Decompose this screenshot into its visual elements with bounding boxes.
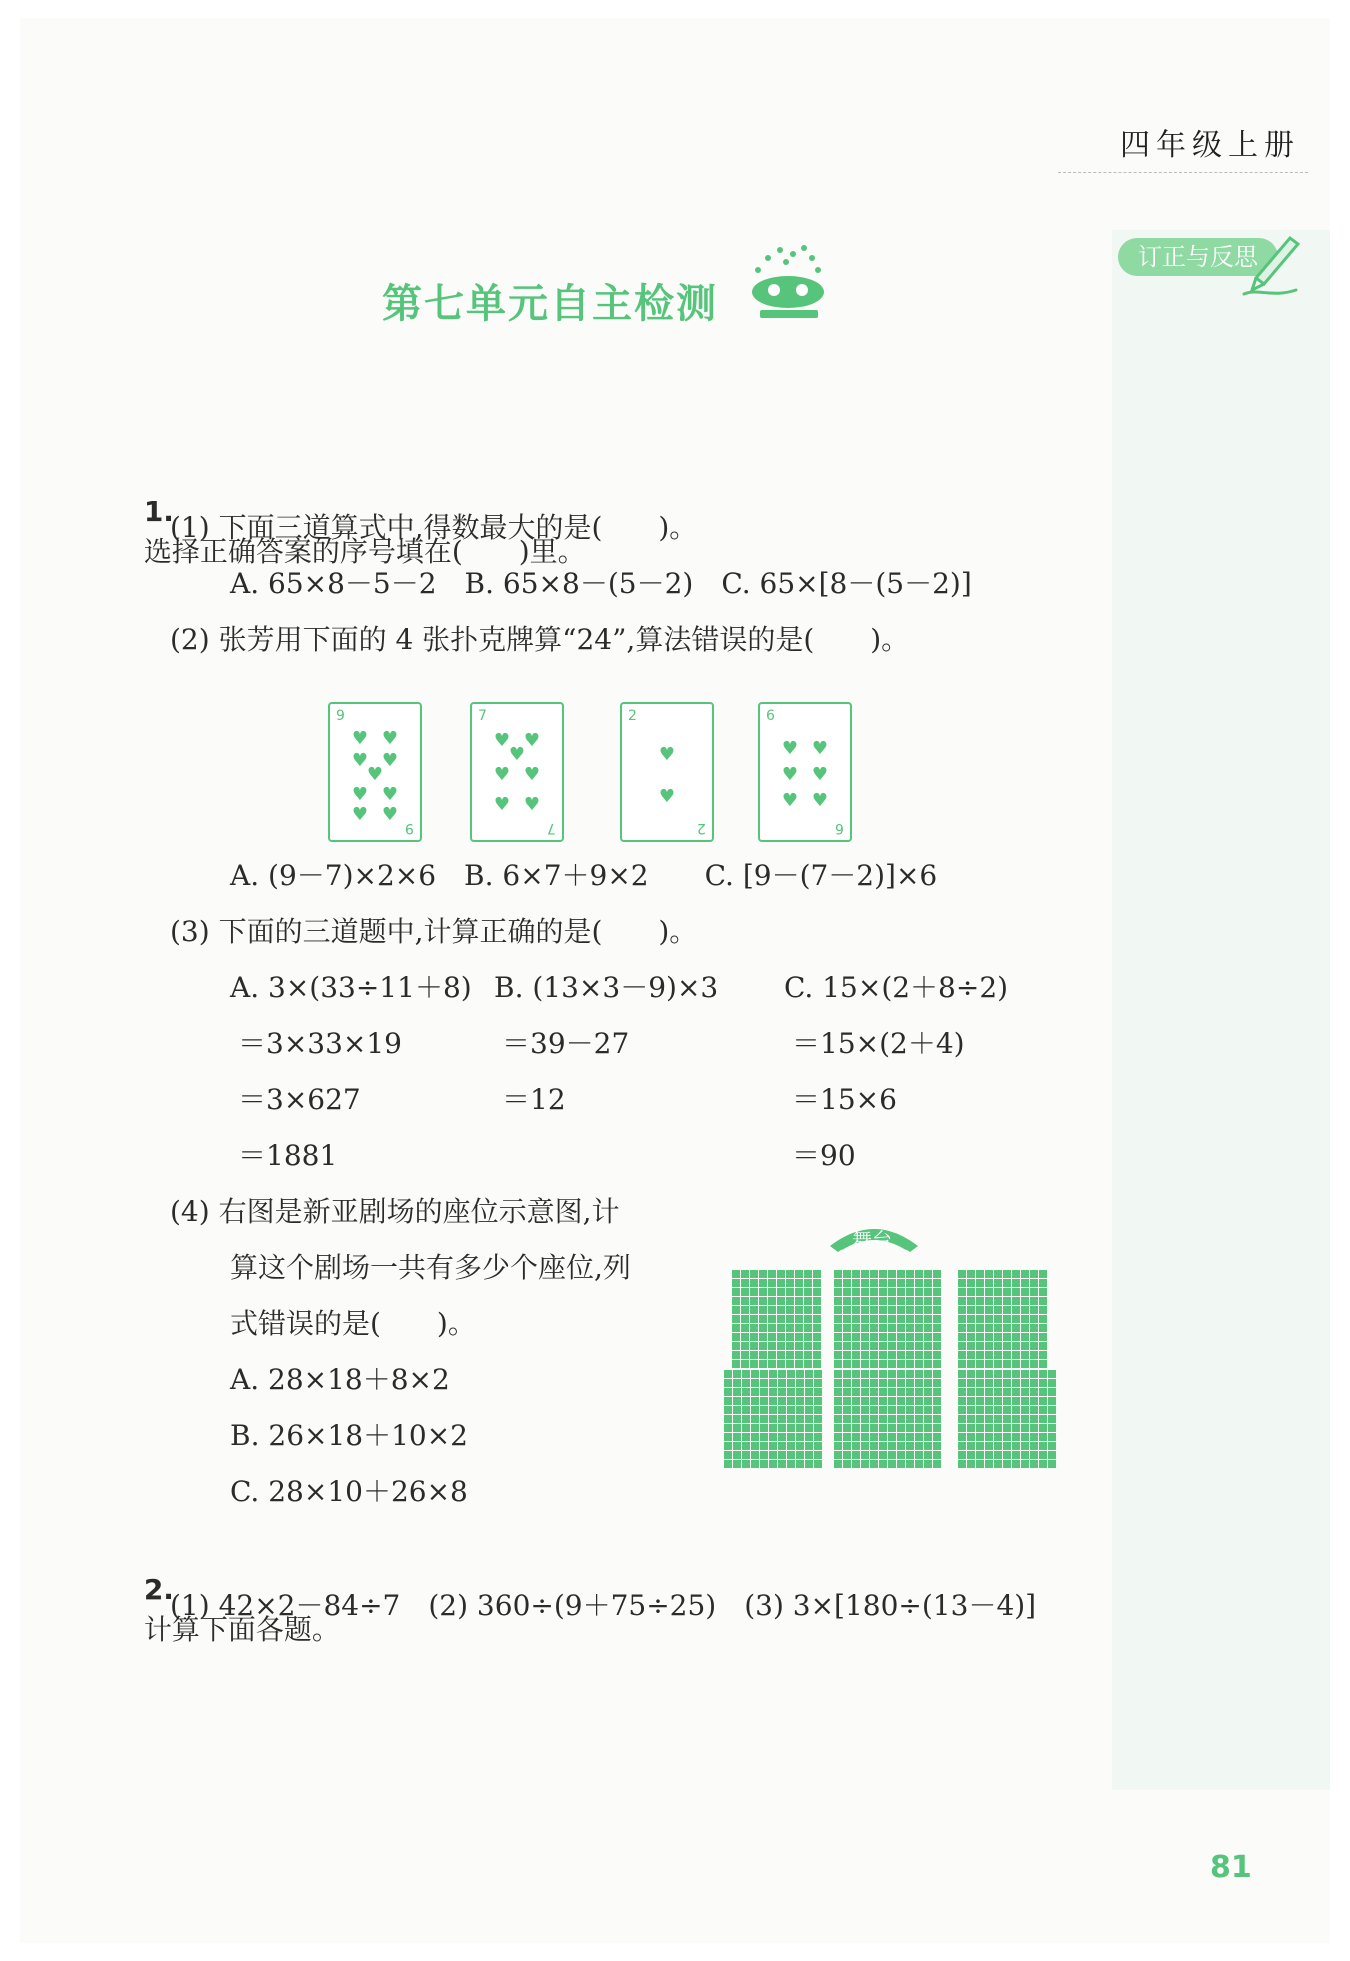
svg-text:♥: ♥ (351, 750, 369, 771)
card-rank: 6 (766, 708, 775, 724)
option-a-step: ＝3×33×19 (238, 1027, 402, 1060)
part-4-option: A. 28×18＋8×2 (230, 1363, 450, 1396)
svg-text:♥: ♥ (508, 744, 526, 765)
svg-text:♥: ♥ (381, 804, 399, 825)
question-stem: 选择正确答案的序号填在( )里。 (143, 535, 586, 568)
heart-icon (330, 704, 420, 840)
svg-text:♥: ♥ (781, 738, 799, 759)
option-c-step: C. 15×(2＋8÷2) (784, 971, 1009, 1004)
part-3-stem: (3) 下面的三道题中,计算正确的是( )。 (170, 915, 698, 948)
part-1-options: A. 65×8－5－2 B. 65×8－(5－2) C. 65×[8－(5－2)] (230, 567, 972, 600)
seat-block (958, 1270, 1048, 1369)
option-a-step: ＝1881 (238, 1139, 338, 1172)
svg-text:♥: ♥ (351, 804, 369, 825)
card-rank: 9 (405, 820, 414, 836)
svg-text:♥: ♥ (781, 764, 799, 785)
card-rank: 2 (628, 708, 637, 724)
option-c-step: ＝15×(2＋4) (792, 1027, 965, 1060)
card-rank: 9 (336, 708, 345, 724)
seat-block (834, 1370, 942, 1469)
review-margin (1112, 230, 1330, 1790)
svg-text:♥: ♥ (381, 728, 399, 749)
part-1-stem: (1) 下面三道算式中,得数最大的是( )。 (170, 511, 698, 544)
part-4-option: C. 28×10＋26×8 (230, 1475, 468, 1508)
svg-text:♥: ♥ (351, 784, 369, 805)
option-b-step: ＝12 (502, 1083, 566, 1116)
option-c-step: ＝90 (792, 1139, 856, 1172)
part-4-option: B. 26×18＋10×2 (230, 1419, 469, 1452)
svg-text:♥: ♥ (366, 764, 384, 785)
question-2-items: (1) 42×2－84÷7 (2) 360÷(9＋75÷25) (3) 3×[180÷(13－4)] (170, 1589, 1037, 1622)
option-b-step: B. (13×3－9)×3 (494, 971, 719, 1004)
seat-block (724, 1370, 823, 1469)
svg-text:♥: ♥ (493, 794, 511, 815)
playing-card (758, 702, 852, 842)
svg-text:♥: ♥ (523, 764, 541, 785)
svg-text:♥: ♥ (811, 764, 829, 785)
svg-text:♥: ♥ (351, 728, 369, 749)
seat-block (834, 1270, 942, 1369)
unit-title: 第七单元自主检测 (382, 280, 718, 327)
header-divider (1058, 172, 1308, 173)
stage-label: 舞台 (852, 1228, 892, 1252)
svg-text:♥: ♥ (493, 764, 511, 785)
card-rank: 2 (697, 820, 706, 836)
grade-label: 四年级上册 (1120, 128, 1300, 163)
part-4-stem: (4) 右图是新亚剧场的座位示意图,计 (170, 1195, 620, 1228)
card-rank: 6 (835, 820, 844, 836)
heart-icon (760, 704, 850, 840)
question-stem: 计算下面各题。 (143, 1613, 340, 1646)
part-2-stem: (2) 张芳用下面的 4 张扑克牌算“24”,算法错误的是( )。 (170, 623, 910, 656)
review-tag: 订正与反思 (1118, 238, 1278, 276)
playing-card (620, 702, 714, 842)
svg-text:♥: ♥ (381, 750, 399, 771)
playing-card (470, 702, 564, 842)
svg-text:♥: ♥ (523, 794, 541, 815)
svg-text:♥: ♥ (658, 786, 676, 807)
question-number: 1. (143, 495, 174, 528)
seat-block (958, 1370, 1057, 1469)
part-4-stem: 式错误的是( )。 (230, 1307, 476, 1340)
seat-block (732, 1270, 822, 1369)
playing-card (328, 702, 422, 842)
decorative-illustration (738, 240, 838, 330)
part-4-stem: 算这个剧场一共有多少个座位,列 (230, 1251, 631, 1284)
svg-text:♥: ♥ (811, 790, 829, 811)
heart-icon (472, 704, 562, 840)
option-c-step: ＝15×6 (792, 1083, 897, 1116)
pencil-icon (1238, 230, 1308, 300)
heart-icon (622, 704, 712, 840)
svg-text:♥: ♥ (781, 790, 799, 811)
svg-text:♥: ♥ (523, 730, 541, 751)
part-2-options: A. (9－7)×2×6 B. 6×7＋9×2 C. [9－(7－2)]×6 (230, 859, 938, 892)
svg-text:♥: ♥ (811, 738, 829, 759)
page-number: 81 (1210, 1850, 1252, 1885)
option-a-step: A. 3×(33÷11＋8) (230, 971, 472, 1004)
svg-text:♥: ♥ (381, 784, 399, 805)
card-rank: 7 (478, 708, 487, 724)
card-rank: 7 (547, 820, 556, 836)
option-a-step: ＝3×627 (238, 1083, 361, 1116)
svg-text:♥: ♥ (658, 744, 676, 765)
question-number: 2. (143, 1573, 174, 1606)
svg-text:♥: ♥ (493, 730, 511, 751)
option-b-step: ＝39－27 (502, 1027, 630, 1060)
